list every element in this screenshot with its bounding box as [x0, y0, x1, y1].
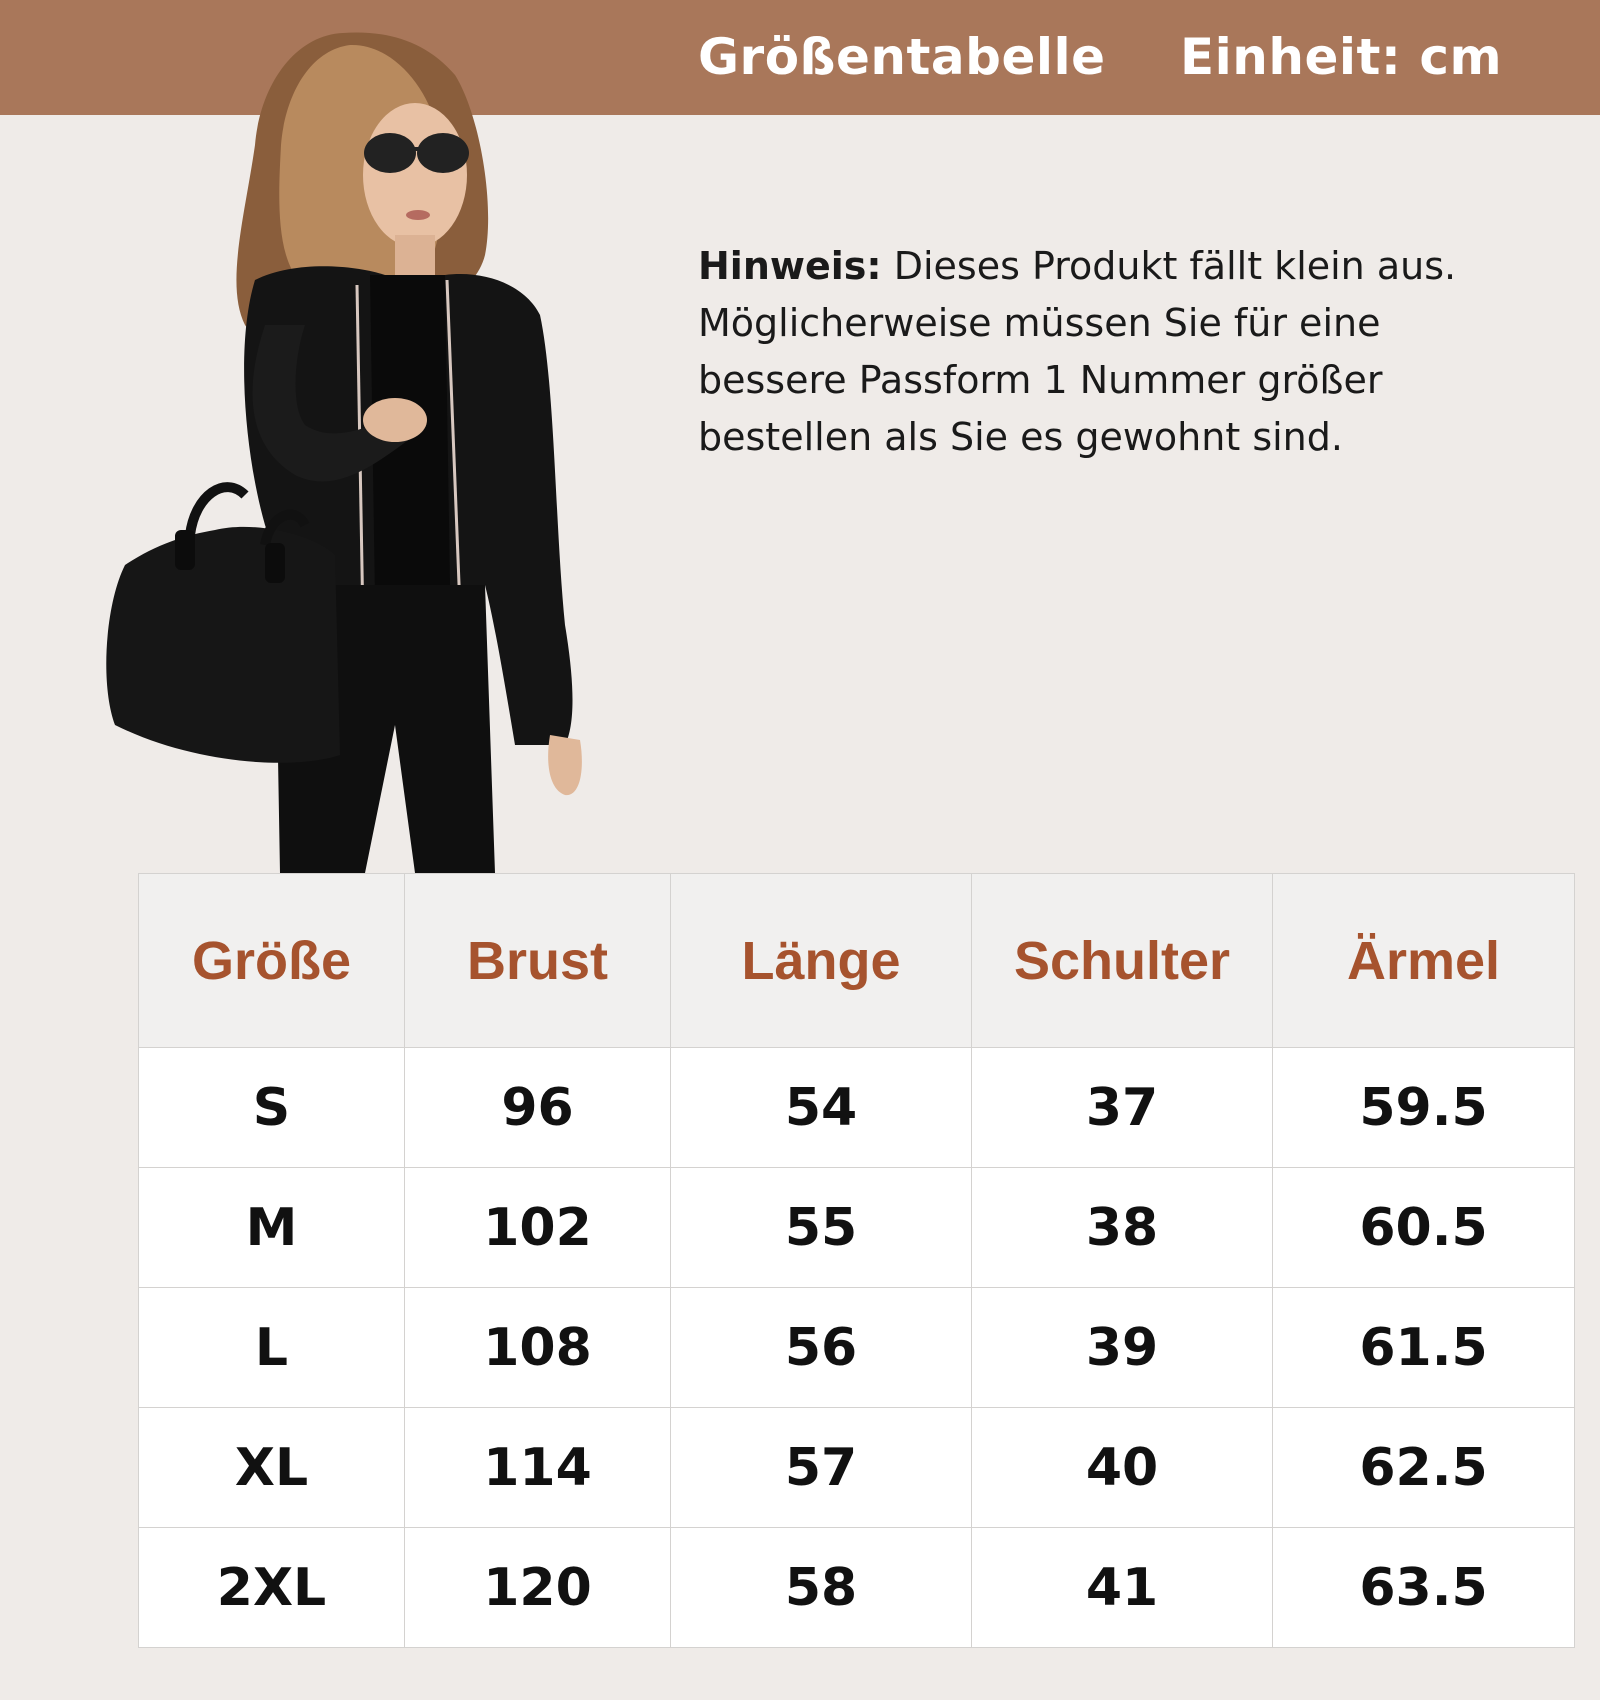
- cell-chest: 108: [405, 1288, 671, 1408]
- table-row: [139, 1048, 1575, 1168]
- table-row: [139, 1408, 1575, 1528]
- unit-label: Einheit: cm: [1180, 28, 1503, 86]
- size-table: [138, 873, 1575, 1648]
- cell-sleeve: 61.5: [1273, 1288, 1575, 1408]
- cell-sleeve: 62.5: [1273, 1408, 1575, 1528]
- cell-size: M: [139, 1168, 405, 1288]
- column-header-size: Größe: [139, 874, 405, 1048]
- cell-shoulder: 40: [972, 1408, 1273, 1528]
- table-row: [139, 1288, 1575, 1408]
- cell-size: L: [139, 1288, 405, 1408]
- column-header-shoulder: Schulter: [972, 874, 1273, 1048]
- table-row: [139, 1528, 1575, 1648]
- cell-shoulder: 41: [972, 1528, 1273, 1648]
- fit-note: [698, 238, 1498, 466]
- table-row: [139, 1168, 1575, 1288]
- cell-sleeve: 59.5: [1273, 1048, 1575, 1168]
- cell-shoulder: 38: [972, 1168, 1273, 1288]
- cell-size: XL: [139, 1408, 405, 1528]
- cell-chest: 114: [405, 1408, 671, 1528]
- cell-length: 57: [671, 1408, 972, 1528]
- model-photo: [95, 25, 645, 873]
- column-header-sleeve: Ärmel: [1273, 874, 1575, 1048]
- note-label: Hinweis:: [698, 244, 882, 288]
- cell-chest: 102: [405, 1168, 671, 1288]
- cell-size: S: [139, 1048, 405, 1168]
- cell-shoulder: 39: [972, 1288, 1273, 1408]
- cell-length: 58: [671, 1528, 972, 1648]
- cell-size: 2XL: [139, 1528, 405, 1648]
- cell-sleeve: 63.5: [1273, 1528, 1575, 1648]
- column-header-chest: Brust: [405, 874, 671, 1048]
- cell-chest: 120: [405, 1528, 671, 1648]
- cell-length: 55: [671, 1168, 972, 1288]
- cell-shoulder: 37: [972, 1048, 1273, 1168]
- note-text: Dieses Produkt fällt klein aus. Möglicherweise müssen Sie für eine bessere Passform 1 Nummer größer bestellen als Sie es gewohnt sind.: [698, 244, 1457, 459]
- cell-chest: 96: [405, 1048, 671, 1168]
- cell-length: 54: [671, 1048, 972, 1168]
- table-header-row: [139, 874, 1575, 1048]
- cell-length: 56: [671, 1288, 972, 1408]
- column-header-length: Länge: [671, 874, 972, 1048]
- size-chart-title: Größentabelle: [698, 28, 1106, 86]
- cell-sleeve: 60.5: [1273, 1168, 1575, 1288]
